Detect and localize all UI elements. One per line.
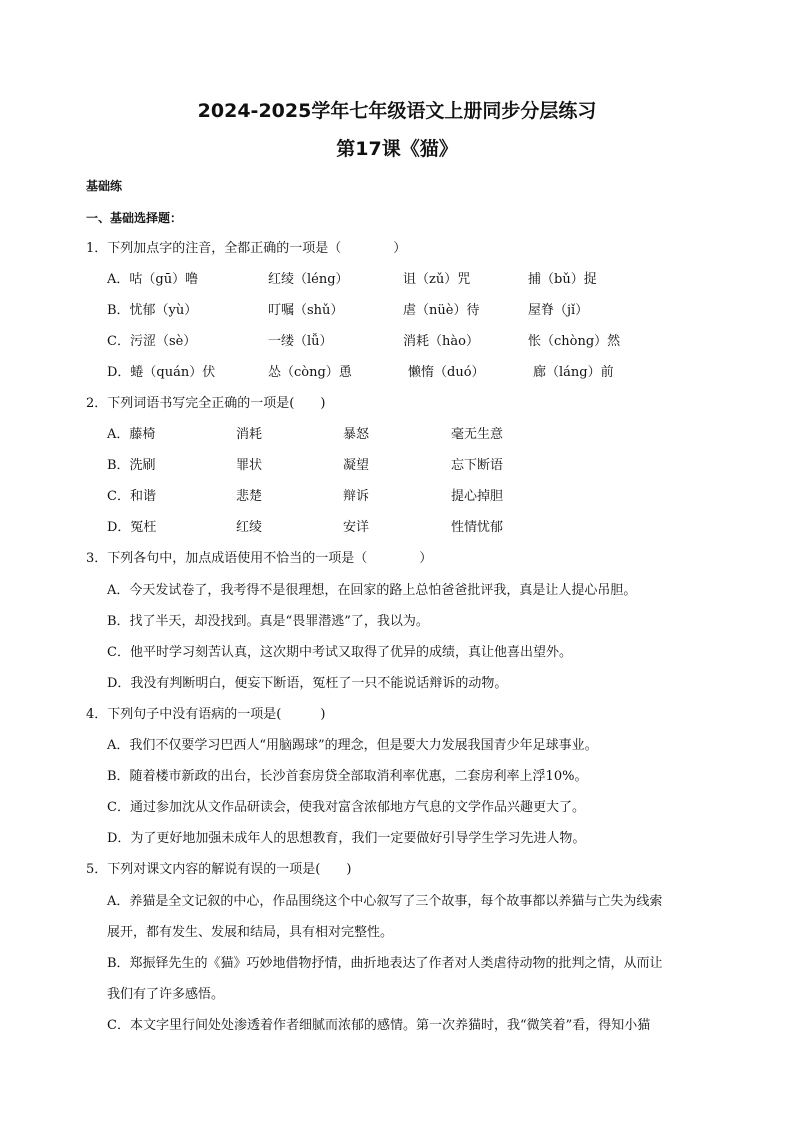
q2-option-c-item4: 提心掉胆: [451, 489, 504, 504]
q2-option-c-item1: C．和谐: [107, 489, 156, 504]
q3-option-d: D．我没有判断明白，便妄下断语，冤枉了一只不能说话辩诉的动物。: [107, 676, 508, 691]
q2-option-c-item3: 辩诉: [343, 489, 370, 504]
q3-option-a: A．今天发试卷了，我考得不是很理想，在回家的路上总怕爸爸批评我，真是让人提心吊胆。: [107, 583, 637, 598]
q4-option-d: D．为了更好地加强未成年人的思想教育，我们一定要做好引导学生学习先进人物。: [107, 831, 586, 846]
q5-option-a: A．养猫是全文记叙的中心，作品围绕这个中心叙写了三个故事，每个故事都以养猫与亡失为线索: [107, 894, 663, 909]
q2-option-d-item2: 红绫: [236, 520, 263, 535]
section-part-heading: 一、基础选择题：: [86, 211, 183, 225]
q1-option-b-item1: B．忧郁（yù）: [107, 303, 198, 318]
q1-option-d-item2: 怂（còng）恿: [268, 365, 352, 380]
q3-option-c: C．他平时学习刻苦认真，这次期中考试又取得了优异的成绩，真让他喜出望外。: [107, 645, 572, 660]
q1-option-a-item3: 诅（zǔ）咒: [403, 272, 471, 287]
q2-option-a-item3: 暴怒: [343, 427, 370, 442]
q1-option-a-item1: A．咕（gū）噜: [107, 272, 199, 287]
q2-option-d-item3: 安详: [343, 520, 370, 535]
q5-option-a-cont: 展开，都有发生、发展和结局，具有相对完整性。: [107, 925, 394, 940]
q2-option-d-item4: 性情忧郁: [451, 520, 504, 535]
q1-option-c-item4: 怅（chòng）然: [528, 334, 621, 349]
q2-option-b-item1: B．洗刷: [107, 458, 156, 473]
worksheet-title: 2024-2025学年七年级语文上册同步分层练习: [197, 100, 597, 122]
q1-option-d-item1: D．蜷（quán）伏: [107, 365, 216, 380]
q2-option-b-item4: 忘下断语: [451, 458, 504, 473]
question-3-stem: 3．下列各句中，加点成语使用不恰当的一项是（ ）: [86, 551, 433, 566]
q1-option-a-item2: 红绫（léng）: [268, 272, 349, 287]
q1-option-d-item3: 懒惰（duó）: [408, 365, 485, 380]
question-5-stem: 5．下列对课文内容的解说有误的一项是( ): [86, 862, 352, 877]
q2-option-a-item2: 消耗: [236, 427, 263, 442]
q1-option-a-item4: 捕（bǔ）捉: [528, 272, 597, 287]
q2-option-b-item3: 凝望: [343, 458, 370, 473]
q4-option-a: A．我们不仅要学习巴西人“用脑踢球”的理念，但是要大力发展我国青少年足球事业。: [107, 738, 598, 753]
q1-option-c-item2: 一缕（lǚ）: [268, 334, 333, 349]
section-level: 基础练: [86, 179, 123, 193]
q1-option-d-item4: 廊（láng）前: [533, 365, 614, 380]
q1-option-b-item2: 叮嘱（shǔ）: [268, 303, 344, 318]
q5-option-c: C．本文字里行间处处渗透着作者细腻而浓郁的感情。第一次养猫时，我“微笑着”看，得知小猫: [107, 1018, 651, 1033]
q2-option-b-item2: 罪状: [236, 458, 263, 473]
q1-option-c-item1: C．污涩（sè）: [107, 334, 197, 349]
q1-option-c-item3: 消耗（hào）: [403, 334, 479, 349]
lesson-title: 第17课《猫》: [336, 138, 458, 160]
q4-option-c: C．通过参加沈从文作品研读会，使我对富含浓郁地方气息的文学作品兴趣更大了。: [107, 800, 585, 815]
q3-option-b: B．找了半天，却没找到。真是“畏罪潜逃”了，我以为。: [107, 614, 429, 629]
q2-option-a-item1: A．藤椅: [107, 427, 156, 442]
q2-option-c-item2: 悲楚: [236, 489, 263, 504]
q5-option-b: B．郑振铎先生的《猫》巧妙地借物抒情，曲折地表达了作者对人类虐待动物的批判之情，从而让: [107, 956, 663, 971]
question-2-stem: 2．下列词语书写完全正确的一项是( ): [86, 396, 326, 411]
q2-option-d-item1: D．冤枉: [107, 520, 157, 535]
q1-option-b-item4: 屋脊（jǐ）: [528, 303, 589, 318]
question-1-stem: 1．下列加点字的注音，全都正确的一项是（ ）: [86, 241, 407, 256]
q5-option-b-cont: 我们有了许多感悟。: [107, 987, 225, 1002]
q1-option-b-item3: 虐（nüè）待: [403, 303, 480, 318]
question-4-stem: 4．下列句子中没有语病的一项是( ): [86, 707, 326, 722]
q4-option-b: B．随着楼市新政的出台，长沙首套房贷全部取消利率优惠，二套房利率上浮10%。: [107, 769, 588, 784]
q2-option-a-item4: 毫无生意: [451, 427, 504, 442]
